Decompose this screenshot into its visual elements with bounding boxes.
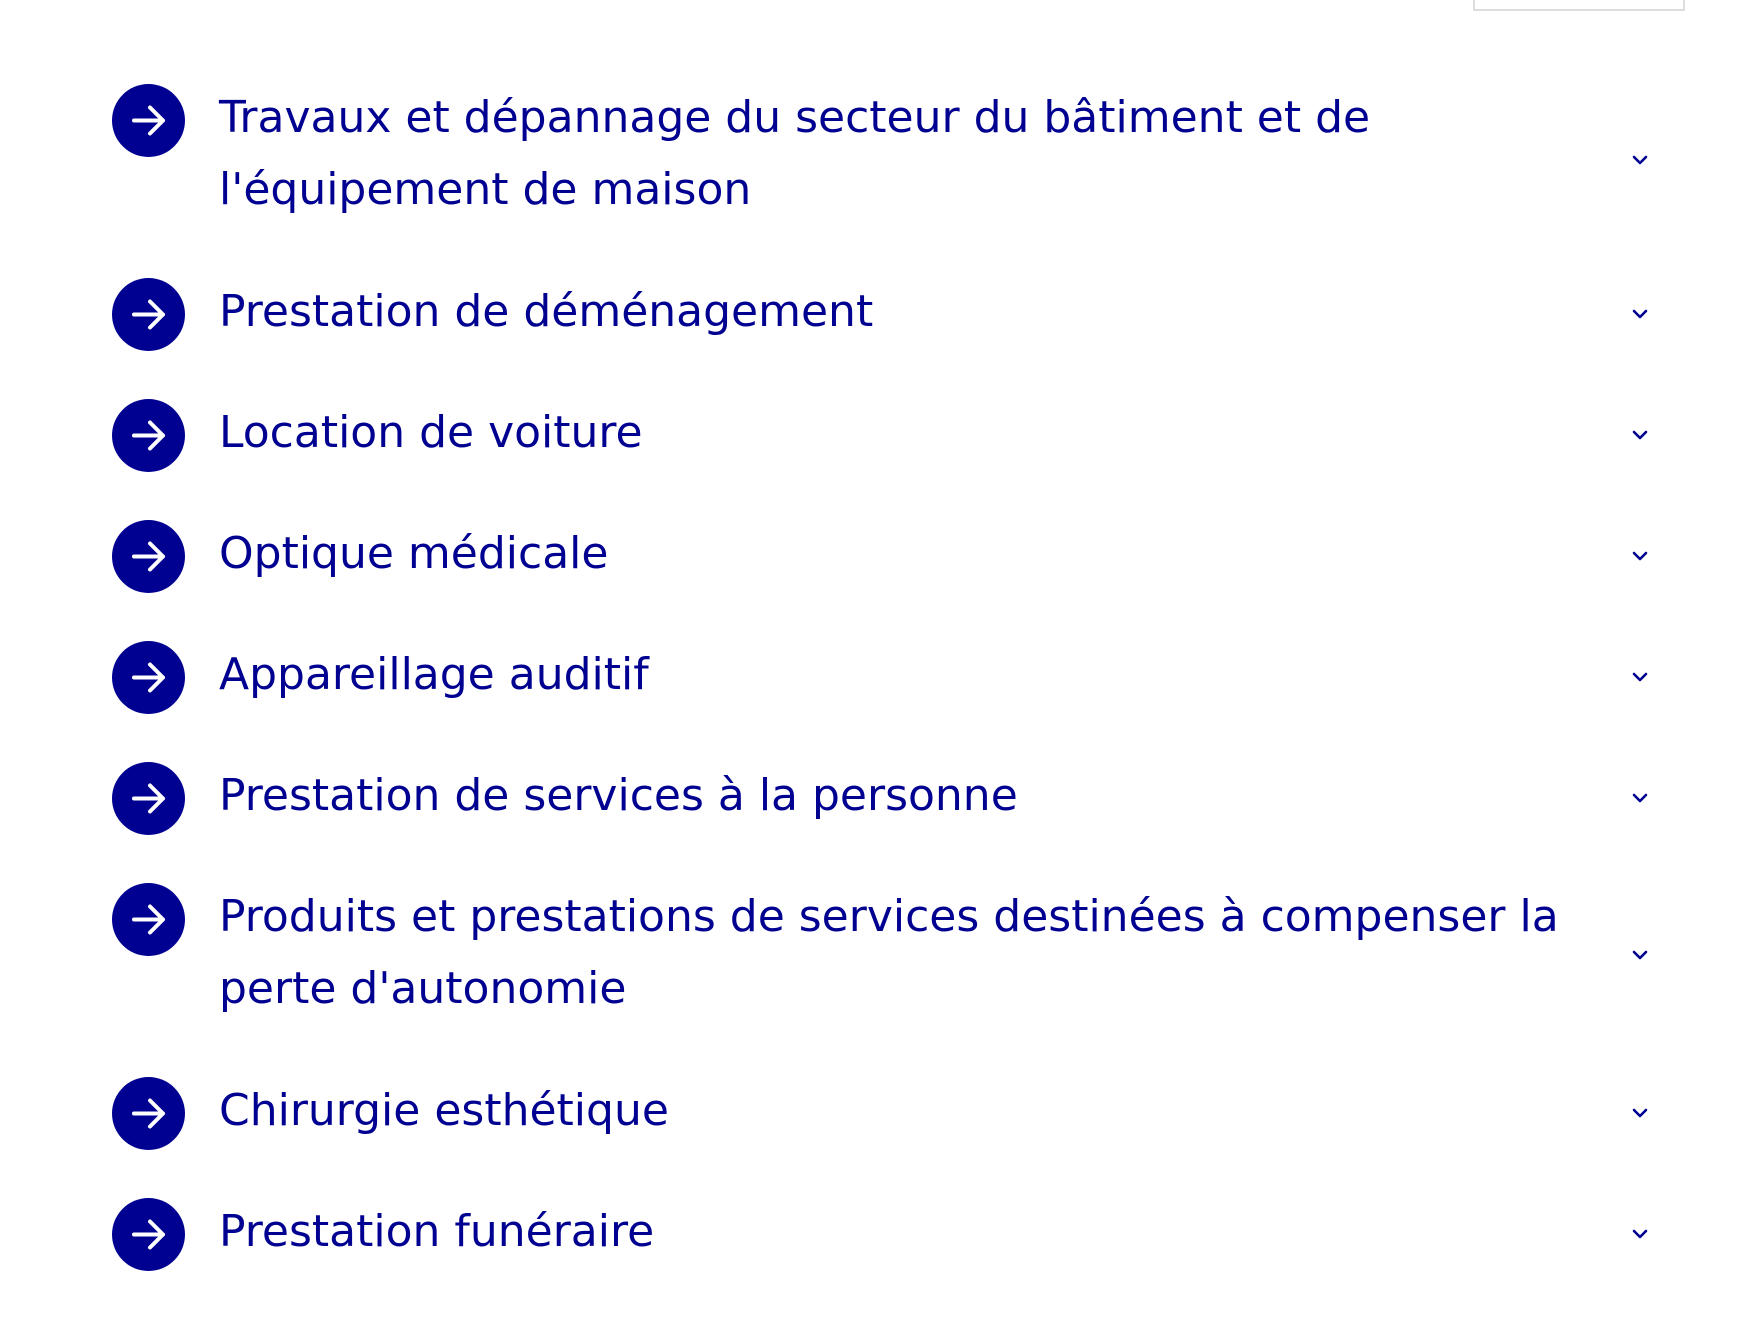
arrow-right-circle-icon [112,84,185,157]
accordion-item-label-line2: perte d'autonomie [219,963,627,1014]
accordion-item-label: Chirurgie esthétique [219,1085,669,1136]
accordion-item-label-line1: Travaux et dépannage du secteur du bâtiment et de [219,92,1371,143]
accordion-item-label: Prestation de services à la personne [219,770,1018,821]
chevron-down-icon[interactable] [1628,790,1652,806]
accordion-item-label-line2: l'équipement de maison [219,164,752,215]
accordion-item-label [219,82,1739,226]
chevron-down-icon[interactable] [1628,947,1652,963]
chevron-down-icon[interactable] [1628,1226,1652,1242]
accordion-item-label: Optique médicale [219,528,609,579]
chevron-down-icon[interactable] [1628,1105,1652,1121]
accordion-item-label: Prestation funéraire [219,1206,655,1257]
accordion-item-label: Appareillage auditif [219,649,649,700]
chevron-down-icon[interactable] [1628,152,1652,168]
accordion-item-label [219,881,1739,1025]
arrow-right-circle-icon [112,1077,185,1150]
arrow-right-circle-icon [112,1198,185,1271]
arrow-right-circle-icon [112,399,185,472]
arrow-right-circle-icon [112,520,185,593]
chevron-down-icon[interactable] [1628,306,1652,322]
arrow-right-circle-icon [112,641,185,714]
chevron-down-icon[interactable] [1628,669,1652,685]
arrow-right-circle-icon [112,883,185,956]
chevron-down-icon[interactable] [1628,548,1652,564]
chevron-down-icon[interactable] [1628,427,1652,443]
accordion-item-label: Prestation de déménagement [219,286,874,337]
accordion-item-label: Location de voiture [219,407,643,458]
arrow-right-circle-icon [112,762,185,835]
arrow-right-circle-icon [112,278,185,351]
accordion-item-label-line1: Produits et prestations de services destinées à compenser la [219,891,1559,942]
